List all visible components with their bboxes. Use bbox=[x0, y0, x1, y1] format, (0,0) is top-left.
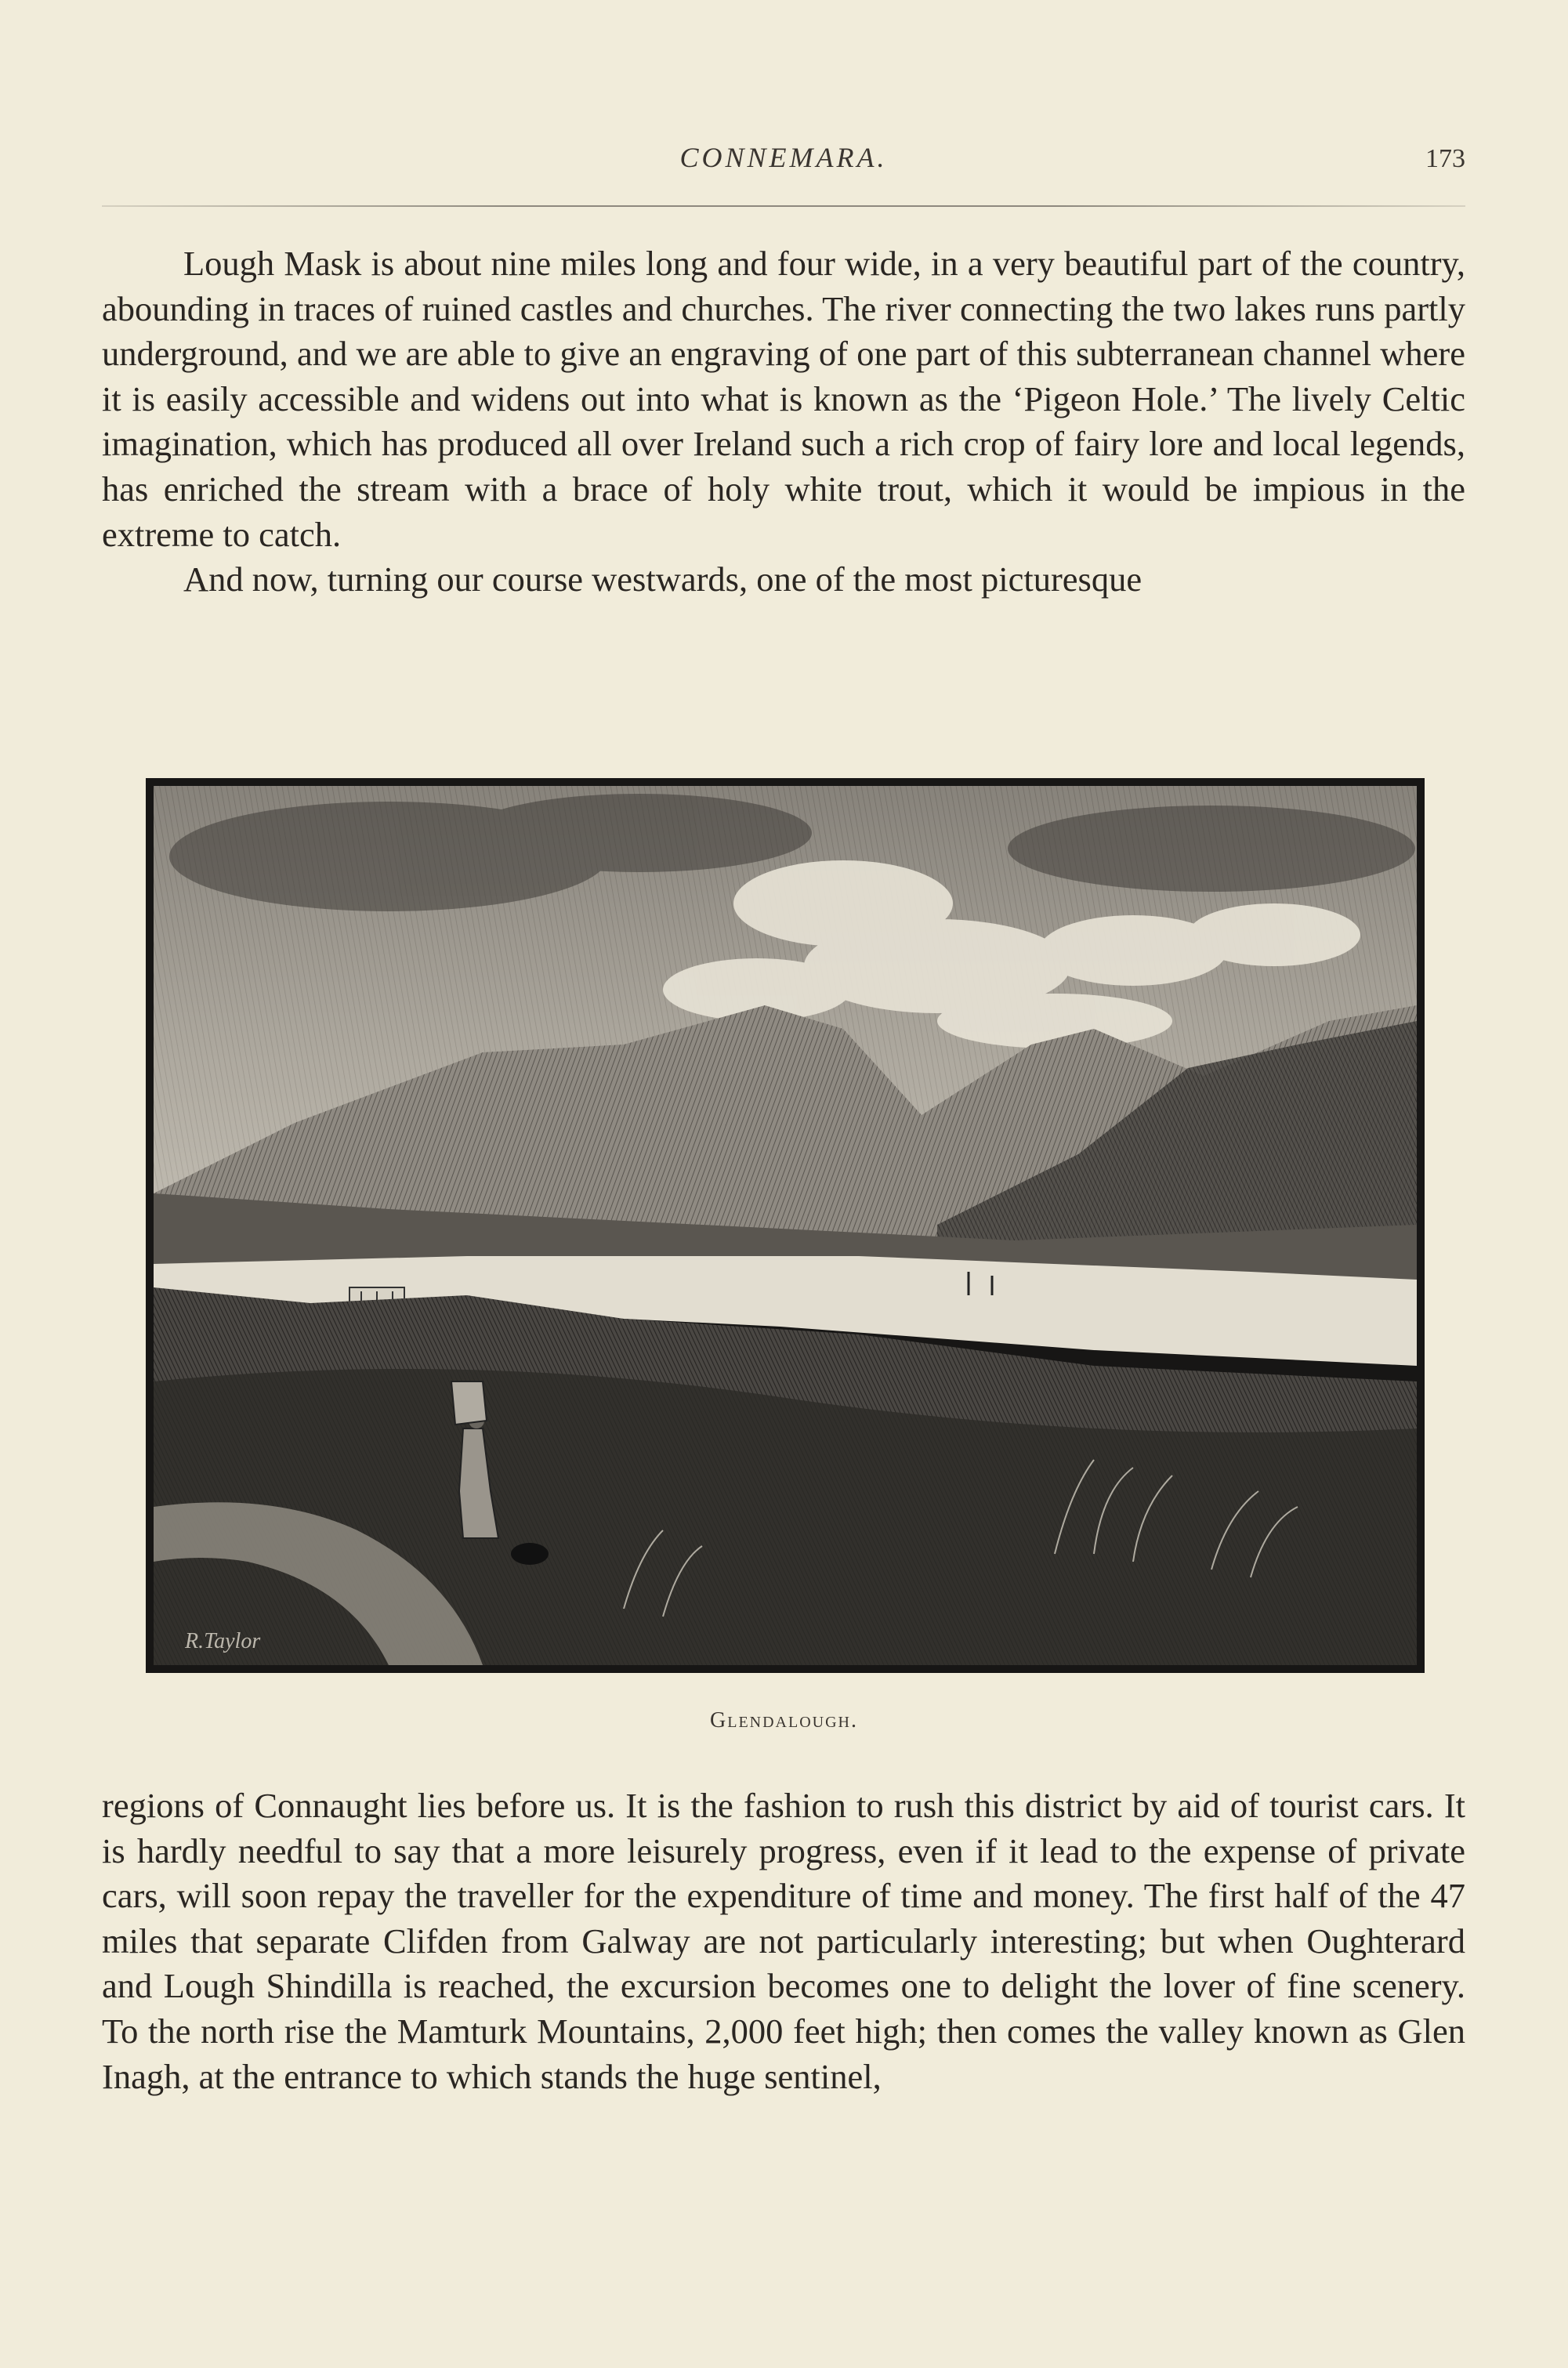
running-title: CONNEMARA. bbox=[679, 142, 888, 173]
header-rule bbox=[102, 205, 1465, 207]
engraver-signature: R.Taylor bbox=[185, 1629, 261, 1653]
paragraph-westwards: And now, turning our course westwards, one of the most picturesque bbox=[183, 559, 1143, 599]
page-number: 173 bbox=[1425, 144, 1465, 173]
landscape-engraving bbox=[154, 786, 1417, 1665]
body-text-bottom bbox=[102, 1783, 1465, 2099]
figure-caption: Glendalough. bbox=[710, 1708, 858, 1733]
dog bbox=[511, 1543, 549, 1565]
engraving-figure bbox=[146, 778, 1425, 1673]
paragraph-lough-mask: Lough Mask is about nine miles long and four wide, in a very beautiful part of the country, abounding in traces of ruined castles and churches. The river connecting the two lakes runs partly underground, and we are able to give an engraving of one part of this subterranean channel where it is easily accessible and widens out into what is known as the ‘Pigeon Hole.’ The lively Celtic imagination, which has produced all over Ireland such a rich crop of fairy lore and local legends, has enriched the stream with a brace of holy white trout, which it would be impious in the extreme to catch. bbox=[102, 244, 1465, 554]
body-text-top bbox=[102, 241, 1465, 603]
page-header bbox=[102, 141, 1465, 188]
paragraph-connaught: regions of Connaught lies before us. It is the fashion to rush this district by aid of tourist cars. It is hardly needful to say that a more leisurely progress, even if it lead to the expense of private cars, will soon repay the traveller for the expenditure of time and money. The first half of the 47 miles that separate Clifden from Galway are not particularly interesting; but when Oughterard and Lough Shindilla is reached, the excursion becomes one to delight the lover of fine scenery. To the north rise the Mamturk Mountains, 2,000 feet high; then comes the valley known as Glen Inagh, at the entrance to which stands the huge sentinel, bbox=[102, 1786, 1465, 2096]
